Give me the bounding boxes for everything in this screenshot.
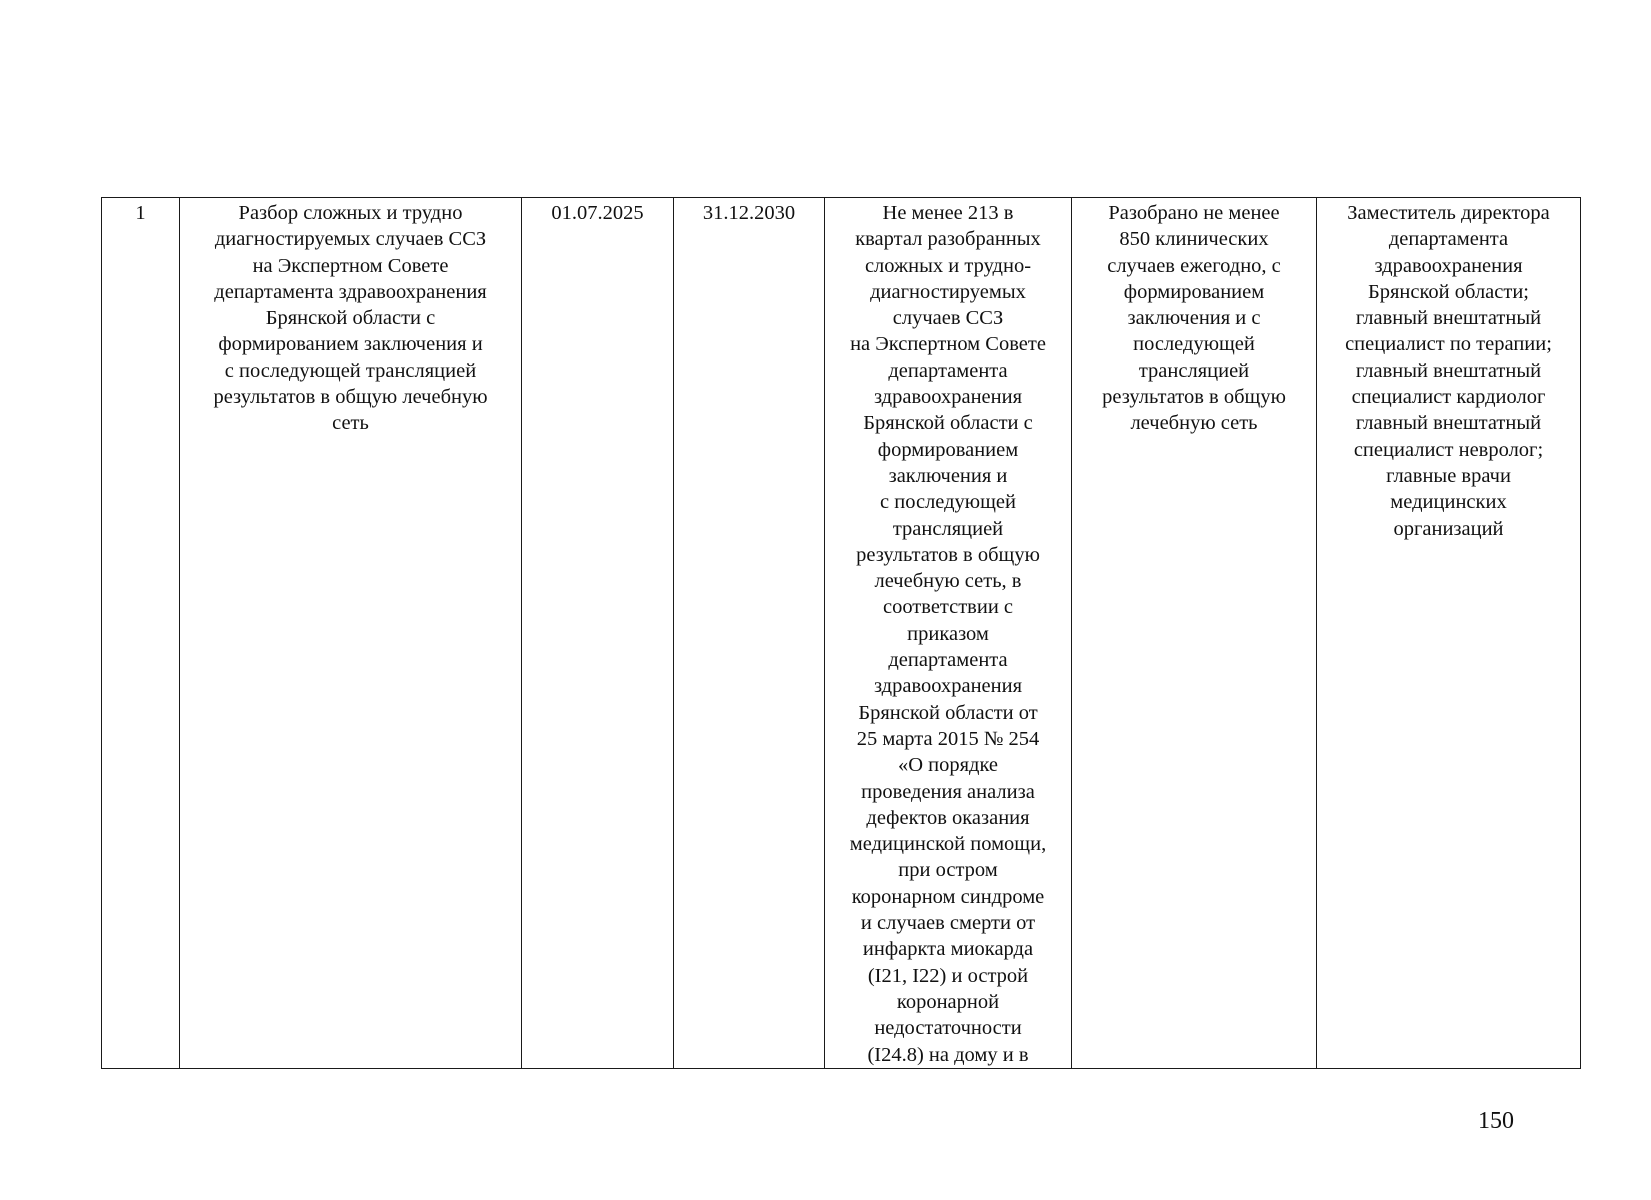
indicator-cell: Не менее 213 в квартал разобранных сложных и трудно- диагностируемых случаев ССЗ на Экспертном Совете департамента здравоохранения Брянской области с формированием заключения и с последующей трансляцией результатов в общую лечебную сеть, в соответствии с приказом департамента здравоохранения Брянской области от 25 марта 2015 № 254 «О порядке проведения анализа дефектов оказания медицинской помощи, при остром коронарном синдроме и случаев смерти от инфаркта миокарда (I21, I22) и острой коронарной недостаточности (I24.8) на дому и в [825, 198, 1072, 1069]
start-date-cell: 01.07.2025 [522, 198, 674, 1069]
event-cell: Разбор сложных и трудно диагностируемых случаев ССЗ на Экспертном Совете департамента здравоохранения Брянской области с формированием заключения и с последующей трансляцией результатов в общую лечебную сеть [180, 198, 522, 1069]
responsible-cell: Заместитель директора департамента здравоохранения Брянской области; главный внештатный специалист по терапии; главный внештатный специалист кардиолог главный внештатный специалист невролог; главные врачи медицинских организаций [1317, 198, 1581, 1069]
end-date-cell: 31.12.2030 [674, 198, 825, 1069]
result-cell: Разобрано не менее 850 клинических случаев ежегодно, с формированием заключения и с последующей трансляцией результатов в общую лечебную сеть [1072, 198, 1317, 1069]
row-number-cell: 1 [102, 198, 180, 1069]
activities-table [101, 197, 1581, 1069]
table-row [102, 198, 1581, 1069]
page-number: 150 [1478, 1108, 1514, 1134]
